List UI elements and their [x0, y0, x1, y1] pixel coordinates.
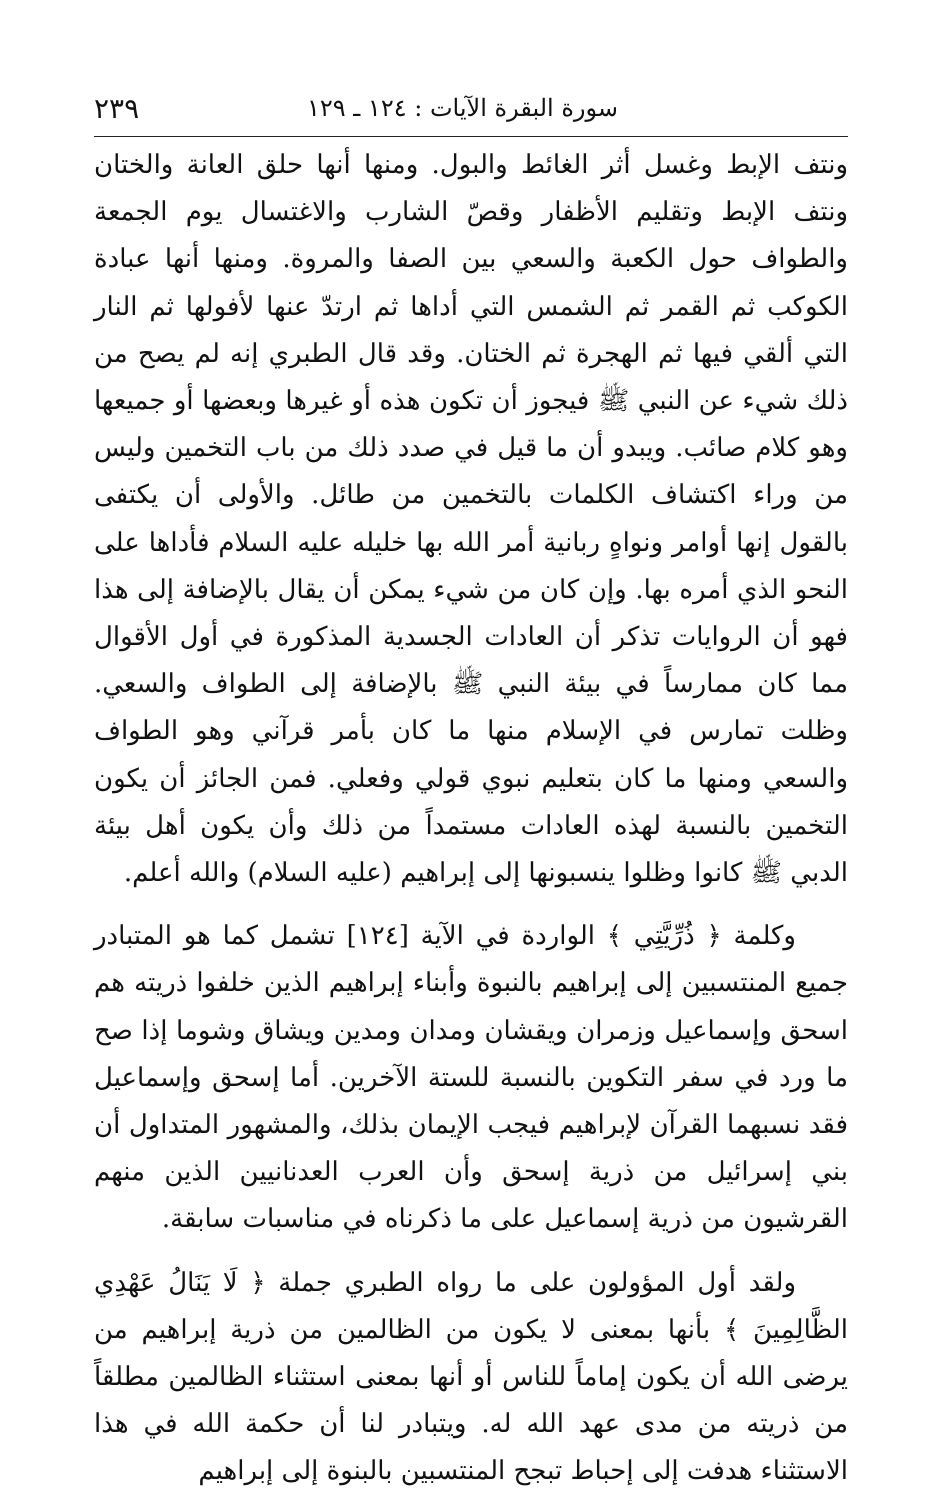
paragraph-3: ولقد أول المؤولون على ما رواه الطبري جملة ﴿ لَا يَنَالُ عَهْدِي الظَّالِمِينَ ﴾ بأنها بمعنى لا يكون من الظالمين من ذرية إبراهيم من يرضى الله أن يكون إماماً للناس أو أنها بمعنى استثناء الظالمين مطلقاً من ذريته من مدى عهد الله له. ويتبادر لنا أن حكمة الله في هذا الاستثناء هدفت إلى إحباط تبجح المنتسبين بالبنوة إلى إبراهيم — [94, 1267, 848, 1487]
running-title: سورة البقرة الآيات : ١٢٤ ـ ١٢٩ — [306, 94, 618, 122]
page-header — [94, 92, 848, 132]
page-body — [94, 142, 848, 1496]
header-divider — [94, 136, 848, 137]
paragraph-2: وكلمة ﴿ ذُرِّيَّتِي ﴾ الواردة في الآية [١٢٤] تشمل كما هو المتبادر جميع المنتسبين إلى إبراهيم بالنبوة وأبناء إبراهيم الذين خلفوا ذريته هم اسحق وإسماعيل وزمران ويقشان ومدان ومدين ويشاق وشوما إذا صح ما ورد في سفر التكوين بالنسبة للستة الآخرين. أما إسحق وإسماعيل فقد نسبهما القرآن لإبراهيم فيجب الإيمان بذلك، والمشهور المتداول أن بني إسرائيل من ذرية إسحق وأن العرب العدنانيين الذين منهم القرشيون من ذرية إسماعيل على ما ذكرناه في مناسبات سابقة. — [94, 921, 848, 1235]
paragraph-1: ونتف الإبط وغسل أثر الغائط والبول. ومنها أنها حلق العانة والختان ونتف الإبط وتقليم الأظفار وقصّ الشارب والاغتسال يوم الجمعة والطواف حول الكعبة والسعي بين الصفا والمروة. ومنها أنها عبادة الكوكب ثم القمر ثم الشمس التي أداها ثم ارتدّ عنها لأفولها ثم النار التي ألقي فيها ثم الهجرة ثم الختان. وقد قال الطبري إنه لم يصح من ذلك شيء عن النبي ﷺ فيجوز أن تكون هذه أو غيرها وبعضها أو جميعها وهو كلام صائب. ويبدو أن ما قيل في صدد ذلك من باب التخمين وليس من وراء اكتشاف الكلمات بالتخمين من طائل. والأولى أن يكتفى بالقول إنها أوامر ونواهٍ ربانية أمر الله بها خليله عليه السلام فأداها على النحو الذي أمره بها. وإن كان من شيء يمكن أن يقال بالإضافة إلى هذا فهو أن الروايات تذكر أن العادات الجسدية المذكورة في أول الأقوال مما كان ممارساً في بيئة النبي ﷺ بالإضافة إلى الطواف والسعي. وظلت تمارس في الإسلام منها ما كان بأمر قرآني وهو الطواف والسعي ومنها ما كان بتعليم نبوي قولي وفعلي. فمن الجائز أن يكون التخمين بالنسبة لهذه العادات مستمداً من ذلك وأن يكون أهل بيئة الدبي ﷺ كانوا وظلوا ينسبونها إلى إبراهيم (عليه السلام) والله أعلم. — [94, 150, 848, 889]
page-number: ٢٣٩ — [94, 92, 140, 125]
